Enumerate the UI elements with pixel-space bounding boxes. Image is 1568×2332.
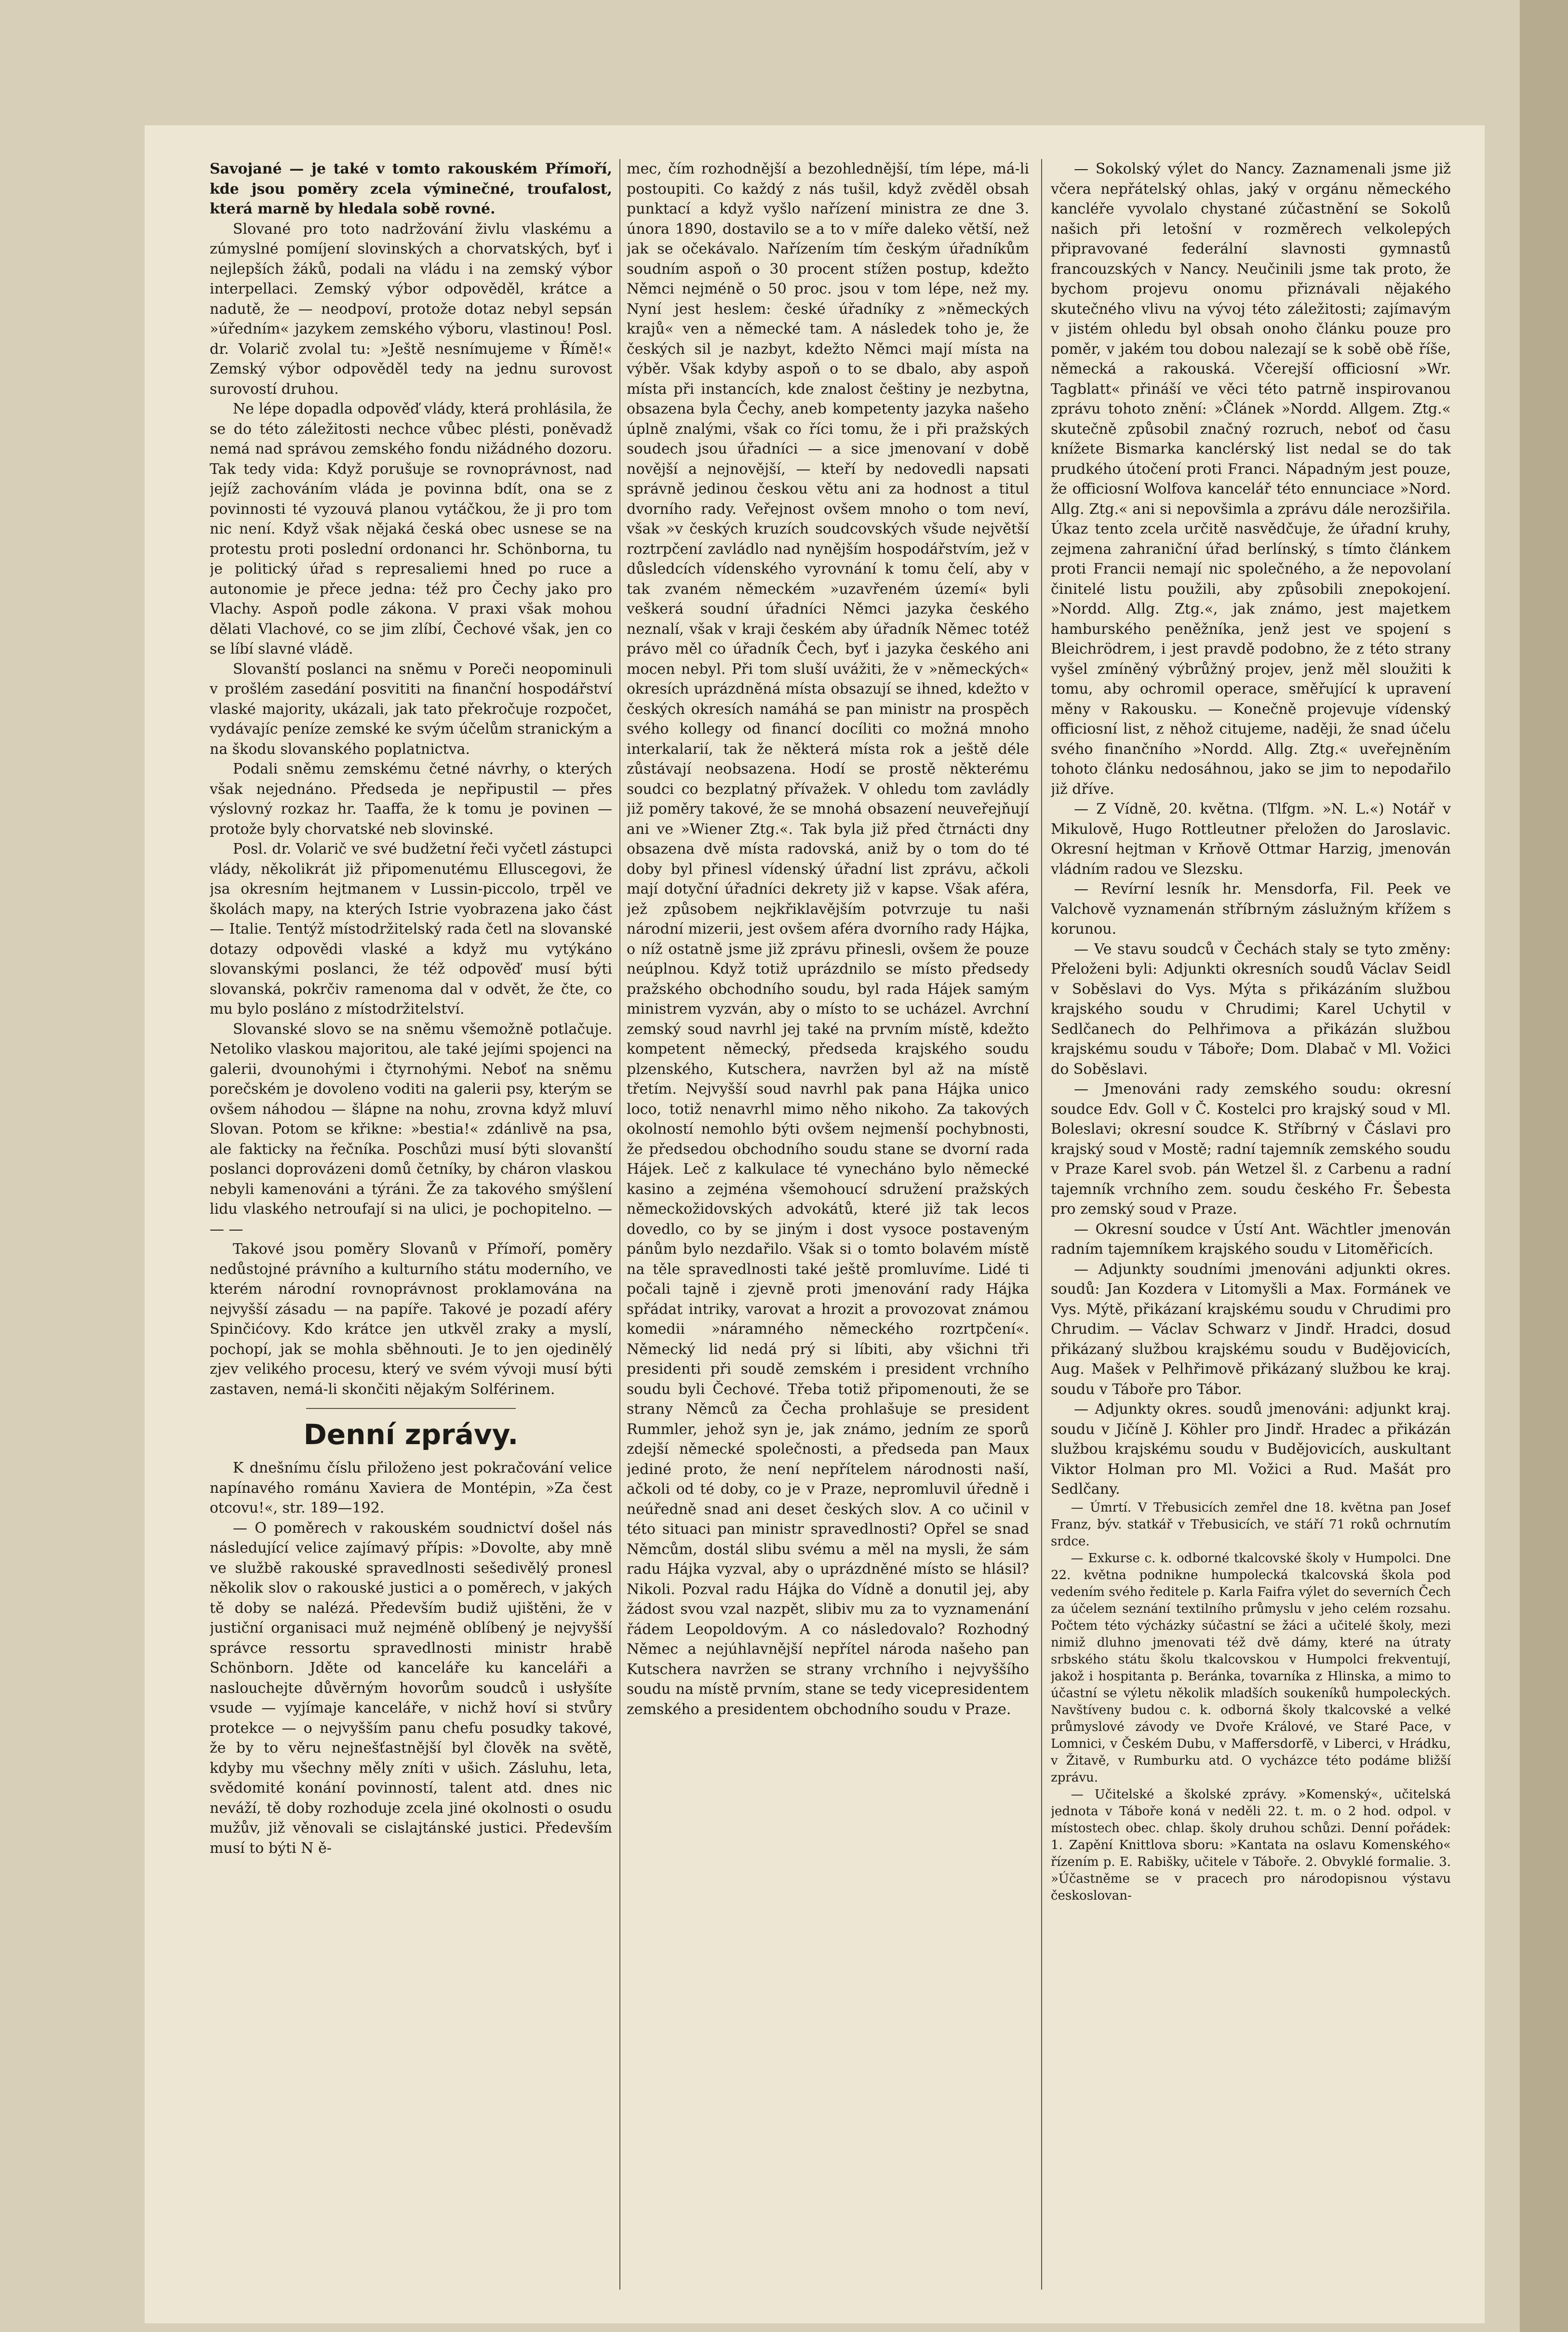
paragraph: Slovanští poslanci na sněmu v Poreči neopominuli v prošlém zasedání posvititi na finanční hospodářství vlaské majority, ukázali, jak tato překročuje rozpočet, vydávajíc peníze zemské ke svým účelům stranickým a na škodu slovanského poplatnictva. — [210, 660, 612, 758]
newspaper-page — [145, 125, 1485, 2323]
paragraph: Savojané — je také v tomto rakouském Přímoří, kde jsou poměry zcela výminečné, troufalost, která marně by hledala sobě rovné. — [210, 161, 612, 217]
paragraph: — Učitelské a školské zprávy. »Komenský«, učitelská jednota v Táboře koná v neděli 22. t. m. o 2 hod. odpol. v místostech obec. chlap. školy druhou schůzi. Denní pořádek: 1. Zapění Knittlova sboru: »Kantata na oslavu Komenského« řízením p. E. Rabišky, učitele v Táboře. 2. Obvyklé formalie. 3. »Účastněme se v pracech pro národopisnou výstavu českoslovan- — [1051, 1787, 1451, 1903]
paragraph: — Adjunkty okres. soudů jmenováni: adjunkt kraj. soudu v Jičíně J. Köhler pro Jindř. Hradec a přikázán službou krajskému soudu v Budějovicích, auskultant Viktor Holman pro Ml. Vožici a Rud. Mašát pro Sedlčany. — [1051, 1401, 1451, 1498]
paragraph: mec, čím rozhodnější a bezohlednější, tím lépe, má-li postoupiti. Co každý z nás tušil, když zvěděl obsah punktací a když vyšlo nařízení ministra ze dne 3. února 1890, dostavilo se a to v míře daleko větší, než jak se očekávalo. Nařízením tím českým úřadníkům soudním aspoň o 30 procent stížen postup, kdežto Němci nejméně o 50 proc. jsou v tom lépe, než my. Nyní jest heslem: české úřadníky z »německých krajů« ven a německé tam. A následek toho je, že českých sil je nazbyt, kdežto Němci mají místa na výběr. Však kdyby aspoň o to se dbalo, aby aspoň místa při instancích, kde znalost češtiny je nezbytna, obsazena byla Čechy, aneb kompetenty jazyka našeho úplně znalými, však co říci tomu, že i při pražských soudech jsou úřadníci — a sice jmenovaní v době novější a nejnovější, — kteří by nedovedli napsati správně jedinou českou větu ani za hodnost a titul dvorního rady. Veřejnost ovšem mnoho o tom neví, však »v českých kruzích soudcovských všude největší roztrpčení zavládlo nad nynějším hospodářstvím, jež v důsledcích vídenského vyrovnání k tomu čelí, aby v tak zvaném německém »uzavřeném území« byli veškerá soudní úřadníci Němci jazyka českého neznalí, však v kraji českém aby úřadník Němec totéž právo měl co úřadník Čech, byť i jazyka českého ani mocen nebyl. Při tom sluší uvážiti, že v »německých« okresích uprázdněná místa obsazují se ihned, kdežto v českých okresích namáhá se pan ministr na prospěch svého kollegy od financí docíliti co možná mnoho interkalarií, tak že některá místa rok a ještě déle zůstávají neobsazena. Hodí se prostě některému soudci co bezplatný přívažek. V ohledu tom zavládly již poměry takové, že se mnohá obsazení neuveřejňují ani ve »Wiener Ztg.«. Tak byla již před čtrnácti dny obsazena dvě místa radovská, aniž by o tom do té doby byl přinesl vídenský úřadní list zprávu, ačkoli mají dotyční úřadníci dekrety již v kapse. Však aféra, jež způsobem nejkřiklavějším potvrzuje tu naši národní mizerii, jest ovšem aféra dvorního rady Hájka, o níž ostatně jsme již zprávu přinesli, ovšem že pouze neúplnou. Když totiž uprázdnilo se místo předsedy pražského obchodního soudu, byl rada Hájek samým ministrem vyzván, aby o místo to se ucházel. Avrchní zemský soud navrhl jej také na prvním místě, kdežto kompetent německý, předseda krajského soudu plzenského, Kutschera, navržen byl až na místě třetím. Nejvyšší soud navrhl pak pana Hájka unico loco, totiž nenavrhl mimo něho nikoho. Za takových okolností nemohlo býti ovšem nejmenší pochybnosti, že předsedou obchodního soudu stane se dvorní rada Hájek. Leč z kalkulace té vynecháno bylo německé kasino a zejména všemohoucí sdružení pražských německožidovských advokátů, které již tak lecos dovedlo, co by se jiným i dost vysoce postaveným pánům bylo nezdařilo. Však si o tomto bolavém místě na těle spravedlnosti také ještě promluvíme. Lidé ti počali tajně i zjevně proti jmenování rady Hájka spřádat intriky, varovat a hrozit a provozovat známou komedii »náramného německého rozrtpčení«. Německý lid nedá prý si líbiti, aby všichni tři presidenti při soudě zemském i president vrchního soudu byli Čechové. Třeba totiž připomenouti, že se strany Němců za Čecha prohlašuje se president Rummler, jehož syn je, jak známo, jedním ze sporů zdejší německé společnosti, a předseda pan Maux jediné proto, že není nepřítelem národnosti naší, ačkoli od té doby, co je v Praze, nepromluvil úředně i neúředně snad ani deset českých slov. A co učinil v této situaci pan ministr spravedlnosti? Opřel se snad Němcům, dostál slibu svému a měl na mysli, že sám radu Hájka vyzval, aby o uprázdněné místo se hlásil? Nikoli. Pozval radu Hájka do Vídně a donutil jej, aby žádost svou vzal nazpět, slibiv mu za to vyznamenání řádem Leopoldovým. A co následovalo? Rozhodný Němec a nejúhlavnější nepřítel národa našeho pan Kutschera navržen se strany vrchního i nejvyššího soudu na místě prvním, stane se tedy vicepresidentem zemského a presidentem obchodního soudu v Praze. — [627, 161, 1029, 1718]
column-rule — [1041, 159, 1042, 2290]
paragraph: — Exkurse c. k. odborné tkalcovské školy v Humpolci. Dne 22. května podnikne humpolecká tkalcovská škola pod vedením svého ředitele p. Karla Faifra výlet do severních Čech za účelem seznání textilního průmyslu v jeho celém rozsahu. Počtem této výcházky súčastní se žáci a učitelé školy, mezi nimiž dluhno jmenovati též dvě dámy, které na útraty srbského státu školu tkalcovskou v Humpolci frekventují, jakož i hospitanta p. Beránka, tovarníka z Hlinska, a mimo to účastní se výletu několik mladších soukeníků humpoleckých. Navštíveny budou c. k. odborná školy tkalcovské a velké průmyslové závody ve Dvoře Králové, ve Staré Pace, v Lomnici, v Českém Dubu, v Maffersdorfě, v Liberci, v Hrádku, v Žitavě, v Rumburku atd. O vycházce této podáme bližší zprávu. — [1051, 1551, 1451, 1785]
section-divider — [306, 1408, 515, 1409]
section-heading: Denní zprávy. — [303, 1418, 519, 1451]
paragraph: — Jmenováni rady zemského soudu: okresní soudce Edv. Goll v Č. Kostelci pro krajský soud v Ml. Boleslavi; okresní soudce K. Stříbrný v Čáslavi pro krajský soud v Mostě; radní tajemník zemského soudu v Praze Karel svob. pán Wetzel šl. z Carbenu a radní tajemník vrchního zem. soudu českého Fr. Šebesta pro zemský soud v Praze. — [1051, 1081, 1451, 1218]
paragraph: — Adjunkty soudními jmenováni adjunkti okres. soudů: Jan Kozdera v Litomyšli a Max. Formánek ve Vys. Mýtě, přikázaní krajskému soudu v Chrudimi pro Chrudim. — Václav Schwarz v Jindř. Hradci, dosud přikázaný službou krajskému soudu v Budějovicích, Aug. Mašek v Pelhřimově přikázaný službou ke kraj. soudu v Táboře pro Tábor. — [1051, 1260, 1451, 1398]
column-rule — [619, 159, 620, 2290]
paragraph: — Z Vídně, 20. května. (Tlfgm. »N. L.«) Notář v Mikulově, Hugo Rottleutner přeložen do Jaroslavic. Okresní hejtman v Krňově Ottmar Harzig, jmenován vládním radou ve Slezsku. — [1051, 801, 1451, 878]
column-3 — [1051, 159, 1451, 2299]
paragraph: Takové jsou poměry Slovanů v Přímoří, poměry nedůstojné právního a kulturního státu moderního, ve kterém národní rovnoprávnost proklamována na nejvyšší zásadu — na papíře. Takové je pozadí aféry Spinčićovy. Kdo krátce jen utkvěl zraky a myslí, pochopí, jak se mohla sběhnouti. Je to jen ojedinělý zjev velikého procesu, který ve svém vývoji musí býti zastaven, nemá-li skončiti nějakým Solférinem. — [210, 1241, 612, 1398]
paragraph: Podali sněmu zemskému četné návrhy, o kterých však nejednáno. Předseda je nepřipustil — přes výslovný rozkaz hr. Taaffa, že k tomu je povinen — protože byly chorvatské neb slovinské. — [210, 761, 612, 838]
paragraph: Posl. dr. Volarič ve své budžetní řeči vyčetl zástupci vlády, několikrát již připomenutému Elluscegovi, že jsa okresním hejtmanem v Lussin-piccolo, trpěl ve školách mapy, na kterých Istrie vyobrazena jako část — Italie. Tentýž místodržitelský rada četl na slovanské dotazy odpovědi vlaské a když mu vytýkáno slovanskými poslanci, že též odpověď musí býti slovanská, pokrčiv ramenoma dal v odvět, že čte, co mu bylo posláno z místodržitelství. — [210, 841, 612, 1018]
paragraph: — Sokolský výlet do Nancy. Zaznamenali jsme již včera nepřátelský ohlas, jaký v orgánu německého kancléře vyvolalo chystané zúčastnění se Sokolů našich při letošní v rozměrech velkolepých připravované federální slavnosti gymnastů francouzských v Nancy. Neučinili jsme tak proto, že bychom projevu onomu přiznávali nějakého skutečného vlivu na vývoj této záležitosti; zajímavým v jistém ohledu byl obsah onoho článku pouze pro poměr, v jakém tou dobou nalezají se k sobě obě říše, německá a rakouská. Včerejší officiosní »Wr. Tagblatt« přináší ve věci této patrně inspirovanou zprávu tohoto znění: »Článek »Nordd. Allgem. Ztg.« skutečně způsobil značný rozruch, neboť od času knížete Bismarka kanclérský list nedal se do tak prudkého útočení proti Franci. Nápadným jest pouze, že officiosní Wolfova kancelář této ennunciace »Nord. Allg. Ztg.« ani si nepovšimla a zprávu dále nerozšiřila. Úkaz tento zcela určitě nasvědčuje, že úřadní kruhy, zejmena zahraniční úřad berlínský, s tímto článkem proti Francii nemají nic společného, a že nepovolaní činitelé listu použili, aby způsobili znepokojení. »Nordd. Allg. Ztg.«, jak známo, jest majetkem hamburského peněžníka, jenž jest ve spojení s Bleichrödrem, i jest pravdě podobno, že z této strany vyšel zmíněný výbrůžný projev, jenž měl sloužiti k tomu, aby ochromil operace, směřující k upravení měny v Rakousku. — Konečně projevuje vídenský officiosní list, z něhož citujeme, naději, že snad účelu svého finančního »Nordd. Allg. Ztg.« uveřejněním tohoto článku nedosáhnou, jako se jim to nepodařilo již dříve. — [1051, 161, 1451, 798]
paragraph: — Revírní lesník hr. Mensdorfa, Fil. Peek ve Valchově vyznamenán stříbrným záslužným křížem s korunou. — [1051, 881, 1451, 938]
paragraph: Slovanské slovo se na sněmu všemožně potlačuje. Netoliko vlaskou majoritou, ale také jejími spojenci na galerii, dvounohými i čtyrnohými. Neboť na sněmu porečském je dovoleno voditi na galerii psy, kterým se ovšem náhodou — šlápne na nohu, zrovna když mluví Slovan. Potom se křikne: »bestia!« zdánlivě na psa, ale fakticky na řečníka. Poschůzi musí býti slovanští poslanci doprovázeni domů četníky, by cháron vlaskou nebyli kamenováni a týráni. Že za takového smýšlení lidu vlaského netroufají si na ulici, je pochopitelno. — — — — [210, 1020, 612, 1238]
paragraph: Ne lépe dopadla odpověď vlády, která prohlásila, že se do této záležitosti nechce vůbec plésti, poněvadž nemá nad správou zemského fondu nižádného dozoru. Tak tedy vida: Když porušuje se rovnoprávnost, nad jejíž zachováním vláda je povinna bdít, ona se z povinnosti té vyzouvá planou vytáčkou, že ji pro tom nic není. Když však nějaká česká obec usnese se na protestu proti poslední ordonanci hr. Schönborna, tu je politický úřad s represaliemi hned po ruce a autonomie je přece jedna: též pro Čechy jako pro Vlachy. Aspoň podle zákona. V praxi však mohou dělati Vlachové, co se jim zlíbí, Čechové však, jen co se líbí slavné vládě. — [210, 401, 612, 657]
paragraph: — Okresní soudce v Ústí Ant. Wächtler jmenován radním tajemníkem krajského soudu v Litoměřicích. — [1051, 1220, 1451, 1258]
paragraph: K dnešnímu číslu přiloženo jest pokračování velice napínavého románu Xaviera de Montépin, »Za čest otcovu!«, str. 189—192. — [210, 1460, 612, 1516]
paragraph: — Ve stavu soudců v Čechách staly se tyto změny: Přeloženi byli: Adjunkti okresních soudů Václav Seidl v Soběslavi do Vys. Mýta s přikázáním službou krajského soudu v Chrudimi; Karel Uchytil v Sedlčanech do Pelhřimova a přikázán službou krajskému soudu v Táboře; Dom. Dlabač v Ml. Vožici do Soběslavi. — [1051, 940, 1451, 1078]
paragraph: — Úmrtí. V Třebusicích zemřel dne 18. května pan Josef Franz, býv. statkář v Třebusicích, ve stáří 71 roků ochrnutím srdce. — [1051, 1500, 1451, 1549]
paragraph: Slované pro toto nadržování živlu vlaskému a zúmyslné pomíjení slovinských a chorvatských, byť i nejlepších žáků, podali na vládu i na zemský výbor interpellaci. Zemský výbor odpověděl, krátce a nadutě, že — neodpoví, protože dotaz nebyl sepsán »úředním« jazykem zemského výboru, vlastinou! Posl. dr. Volarič zvolal tu: »Ještě nesnímujeme v Římě!« Zemský výbor odpověděl tedy na jednu surovost surovostí druhou. — [210, 220, 612, 398]
column-1 — [210, 159, 612, 2309]
column-2 — [627, 159, 1029, 2299]
paragraph: — O poměrech v rakouském soudnictví došel nás následující velice zajímavý přípis: »Dovolte, aby mně ve službě rakouské spravedlnosti sešedivělý pronesl několik slov o rakouské justici a o poměrech, v jakých tě doby se nalézá. Především budiž ujištěni, že v justiční organisaci muž nejméně oblíbený je nejvyšší správce ressortu spravedlnosti ministr hrabě Schönborn. Jděte od kanceláře ku kanceláři a naslouchejte důvěrným hovorům soudců i usłyšíte vsude — vyjímaje kanceláře, v nichž hoví si stvůry protekce — o nejvyšším panu chefu posudky takové, že by to věru nejnešťastnější byl člověk na světě, kdyby mu všechny měly zníti v ušich. Zásluhu, leta, svědomité konání povinností, talent atd. dnes nic neváží, tě doby rozhoduje zcela jiné okolnosti o osudu mužův, již věnovali se cislajtánské justici. Především musí to býti N ě- — [210, 1519, 612, 1857]
page-edge — [1520, 0, 1568, 2332]
